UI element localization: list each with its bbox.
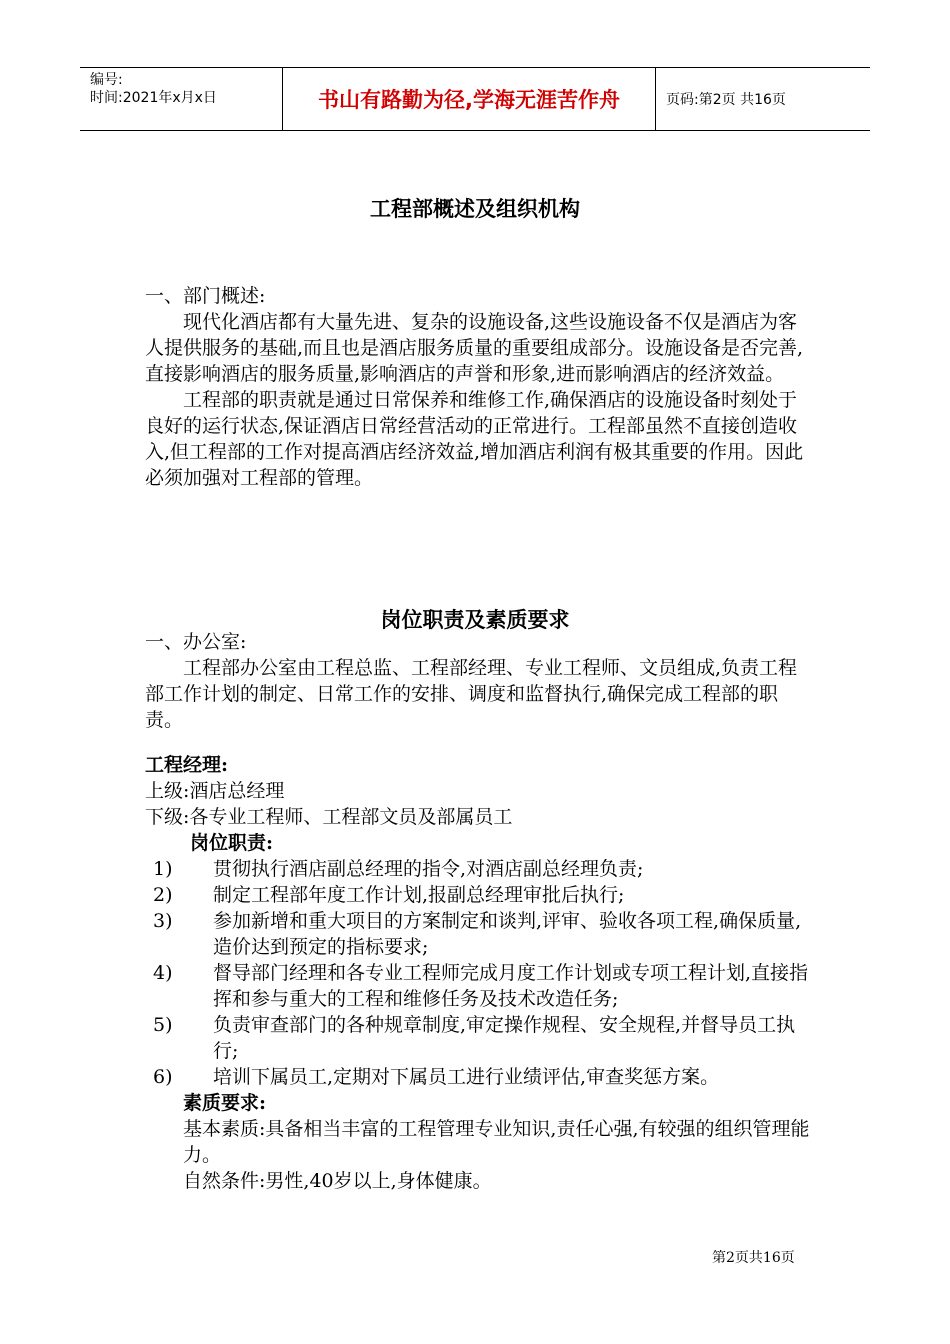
- duty-number: 4): [153, 962, 173, 984]
- manager-subordinate: 下级:各专业工程师、工程部文员及部属员工: [145, 806, 513, 828]
- duty-item: [145, 882, 810, 908]
- manager-superior: 上级:酒店总经理: [145, 780, 285, 802]
- manager-section: [145, 752, 810, 1194]
- doc-time-label: 时间:2021年x月x日: [90, 90, 217, 106]
- duty-number: 3): [153, 910, 173, 932]
- page-footer: 第2页共16页: [712, 1250, 795, 1266]
- header-left-cell: [80, 68, 283, 130]
- duty-item: [145, 1064, 810, 1090]
- duty-text: 督导部门经理和各专业工程师完成月度工作计划或专项工程计划,直接指挥和参与重大的工程和维修任务及技术改造任务;: [213, 962, 809, 1010]
- duty-number: 5): [153, 1014, 173, 1036]
- duty-text: 参加新增和重大项目的方案制定和谈判,评审、验收各项工程,确保质量,造价达到预定的指标要求;: [213, 910, 802, 958]
- duty-item: [145, 856, 810, 882]
- duty-number: 2): [153, 884, 173, 906]
- overview-paragraph-2: 工程部的职责就是通过日常保养和维修工作,确保酒店的设施设备时刻处于良好的运行状态,保证酒店日常经营活动的正常进行。工程部虽然不直接创造收入,但工程部的工作对提高酒店经济效益,增加酒店利润有极其重要的作用。因此必须加强对工程部的管理。: [145, 389, 804, 489]
- duty-number: 1): [153, 858, 173, 880]
- duty-item: [145, 908, 810, 960]
- doc-number-label: 编号:: [90, 72, 123, 88]
- manager-heading: 工程经理:: [145, 754, 229, 776]
- duty-text: 制定工程部年度工作计划,报副总经理审批后执行;: [213, 884, 625, 906]
- office-section: [145, 629, 810, 733]
- duty-text: 培训下属员工,定期对下属员工进行业绩评估,审查奖惩方案。: [213, 1066, 720, 1088]
- duty-item: [145, 960, 810, 1012]
- duties-heading: 岗位职责:: [190, 832, 274, 854]
- quality-basic: 基本素质:具备相当丰富的工程管理专业知识,责任心强,有较强的组织管理能力。: [183, 1118, 810, 1166]
- duty-text: 负责审查部门的各种规章制度,审定操作规程、安全规程,并督导员工执行;: [213, 1014, 796, 1062]
- duty-item: [145, 1012, 810, 1064]
- page-header: [80, 67, 870, 131]
- duty-number: 6): [153, 1066, 173, 1088]
- section-title-overview: 工程部概述及组织机构: [370, 196, 580, 221]
- duty-text: 贯彻执行酒店副总经理的指令,对酒店副总经理负责;: [213, 858, 644, 880]
- office-paragraph: 工程部办公室由工程总监、工程部经理、专业工程师、文员组成,负责工程部工作计划的制定、日常工作的安排、调度和监督执行,确保完成工程部的职责。: [145, 657, 798, 731]
- office-heading: 一、办公室:: [145, 631, 247, 653]
- overview-section: [145, 283, 810, 491]
- quality-natural: 自然条件:男性,40岁以上,身体健康。: [183, 1170, 492, 1192]
- header-page-label: 页码:第2页 共16页: [666, 92, 786, 108]
- section-title-duties: 岗位职责及素质要求: [380, 607, 570, 632]
- overview-heading: 一、部门概述:: [145, 285, 266, 307]
- overview-paragraph-1: 现代化酒店都有大量先进、复杂的设施设备,这些设施设备不仅是酒店为客人提供服务的基础,而且也是酒店服务质量的重要组成部分。设施设备是否完善,直接影响酒店的服务质量,影响酒店的声誉和形象,进而影响酒店的经济效益。: [145, 311, 804, 385]
- header-motto: 书山有路勤为径,学海无涯苦作舟: [283, 68, 656, 130]
- quality-heading: 素质要求:: [183, 1092, 267, 1114]
